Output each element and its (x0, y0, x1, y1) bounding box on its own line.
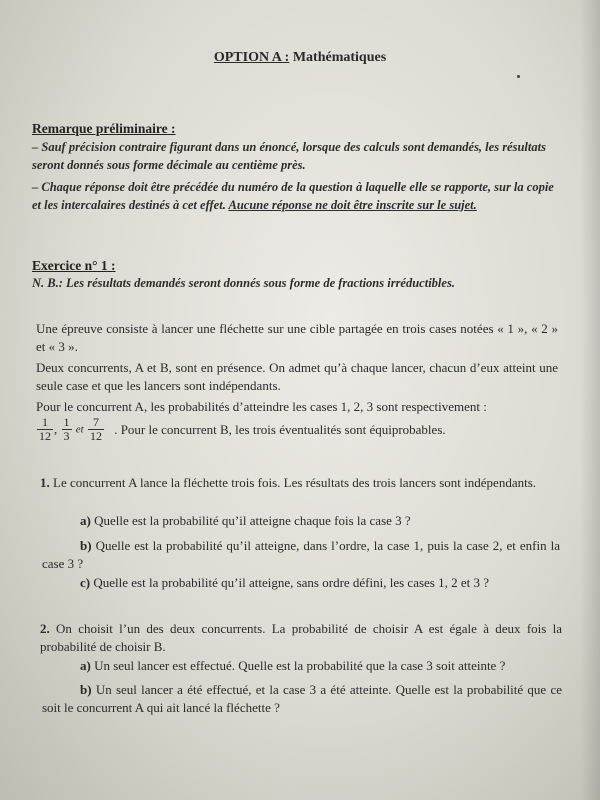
remarque-line-2 (32, 178, 556, 214)
question-1a (80, 512, 560, 530)
remarque-warning: Aucune réponse ne doit être inscrite sur le sujet. (228, 198, 477, 212)
question-2a (80, 657, 562, 675)
remarque-heading: Remarque préliminaire : (32, 121, 176, 136)
question-2b-label: b) (80, 682, 92, 697)
exercice-nb: N. B.: Les résultats demandés seront donnés sous forme de fractions irréductibles. (32, 276, 455, 290)
question-1a-label: a) (80, 513, 91, 528)
fraction-case-2: $\frac{1}{3}$ (63, 415, 70, 443)
question-2b-text: Un seul lancer a été effectué, et la case 3 a été atteinte. Quelle est la probabilité que ce soit le concurrent A qui ait lancé la fléchette ? (42, 682, 562, 715)
question-2-text: On choisit l’un des deux concurrents. La probabilité de choisir A est égale à deux fois la probabilité de choisir B. (40, 621, 562, 654)
ink-dot (517, 75, 520, 78)
question-2 (40, 620, 562, 656)
question-2a-label: a) (80, 658, 91, 673)
exercice-paragraph-1: Une épreuve consiste à lancer une fléchette sur une cible partagée en trois cases notées « 1 », « 2 » et « 3 ». (36, 321, 558, 354)
fraction-et: et (75, 423, 84, 436)
remarque-line-1: – Sauf précision contraire figurant dans un énoncé, lorsque des calculs sont demandés, les résultats seront donnés sous forme décimale au centième près. (32, 140, 546, 172)
question-1c-label: c) (80, 575, 91, 590)
exercice-paragraph-3: Pour le concurrent A, les probabilités d’atteindre les cases 1, 2, 3 sont respectivement : (36, 399, 487, 414)
title-prefix: OPTION A : (213, 50, 290, 65)
question-1-text: Le concurrent A lance la fléchette trois fois. Les résultats des trois lancers sont indépendants. (49, 475, 537, 490)
question-1c-text: Quelle est la probabilité qu’il atteigne, sans ordre défini, les cases 1, 2 et 3 ? (90, 575, 490, 590)
question-1b-label: b) (80, 538, 92, 553)
question-1-number: 1. (40, 475, 50, 490)
exercice-paragraph-2: Deux concurrents, A et B, sont en présence. On admet qu’à chaque lancer, chacun d’eux atteint une seule case et que les lancers sont indépendants. (36, 360, 558, 393)
exercice-heading: Exercice n° 1 : (32, 258, 116, 273)
question-1c (80, 574, 560, 592)
fraction-case-1: $\frac{1}{12}$ (39, 415, 51, 443)
question-1b (42, 537, 560, 573)
question-1b-text: Quelle est la probabilité qu’il atteigne, dans l’ordre, la case 1, puis la case 2, et enfin la case 3 ? (42, 538, 560, 571)
title-subject: Mathématiques (292, 50, 387, 65)
probability-line: $\frac{1}{12}$ , $\frac{1}{3}$ et $\frac{7}{12}$ . Pour le concurrent B, les trois éventualités sont équiprobables. (39, 415, 446, 443)
question-2b (42, 681, 562, 717)
question-2-number: 2. (40, 621, 50, 636)
fraction-case-3: $\frac{7}{12}$ (89, 415, 102, 443)
question-1 (40, 474, 560, 492)
question-1a-text: Quelle est la probabilité qu’il atteigne chaque fois la case 3 ? (90, 513, 411, 528)
probability-line-end: . Pour le concurrent B, les trois éventualités sont équiprobables. (114, 421, 446, 437)
page-shadow (580, 0, 600, 800)
page-title (0, 50, 600, 66)
question-2a-text: Un seul lancer est effectué. Quelle est la probabilité que la case 3 soit atteinte ? (90, 658, 506, 673)
remarque-line-2-text: – Chaque réponse doit être précédée du numéro de la question à laquelle elle se rapporte, sur la copie et les intercalaires destinés à cet effet. (32, 180, 554, 212)
